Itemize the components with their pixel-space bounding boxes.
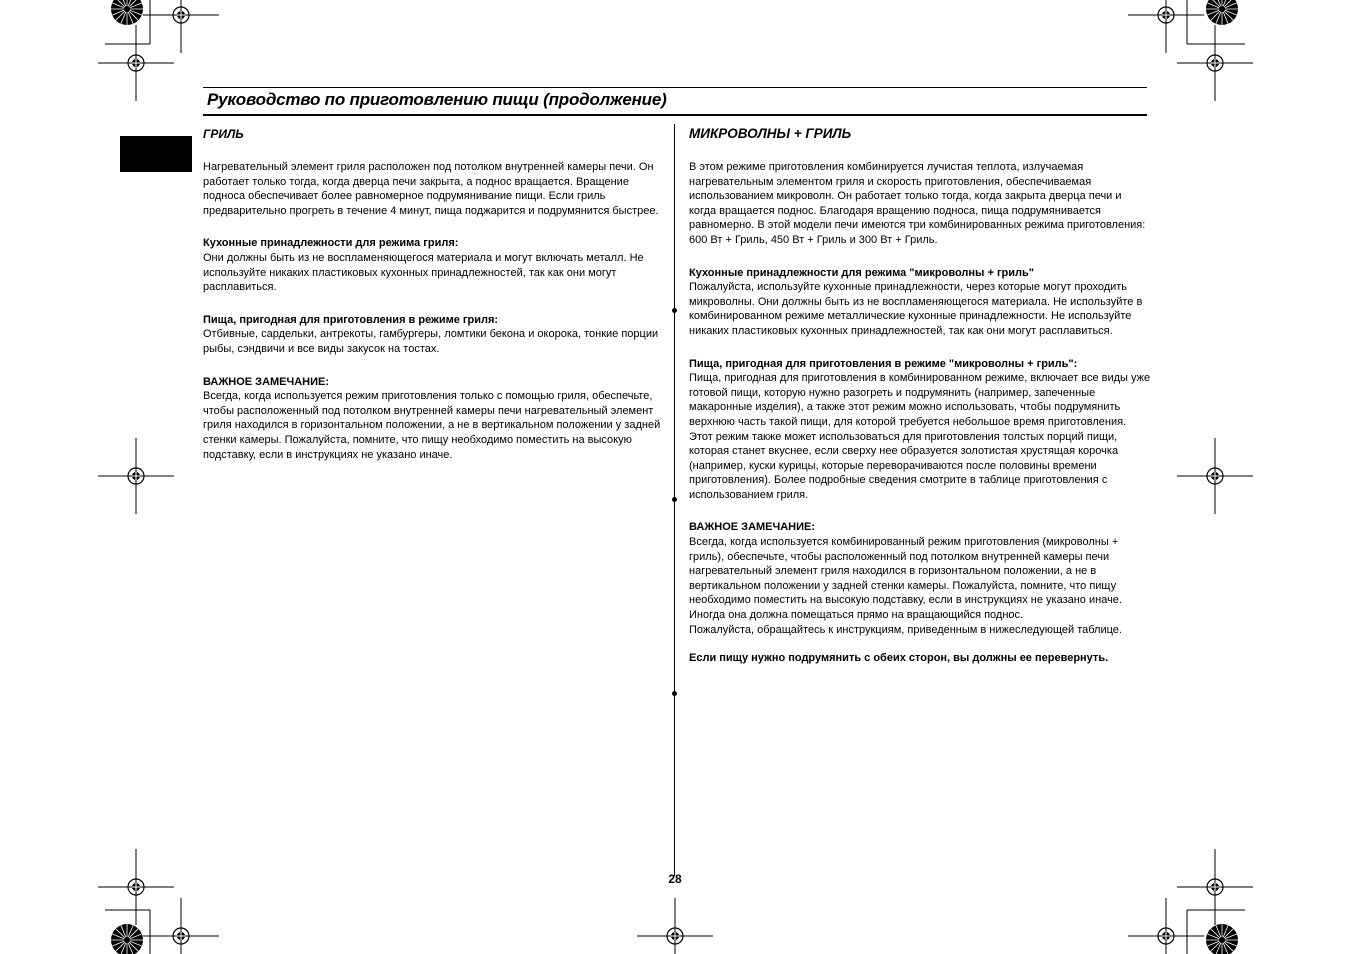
page-number: 28 — [668, 872, 682, 886]
header-rule-bottom — [203, 114, 1147, 116]
combo-accessories-text: Пожалуйста, используйте кухонные принадлежности, через которые могут проходить микроволны. Они должны быть из не воспламеняющегося материала. Не используйте в комбинированном режиме металлические кухонные принадлежности. Не используйте никаких пластиковых кухонных принадлежностей, так как они могут расплавиться. — [689, 281, 1143, 337]
combo-accessories-heading: Кухонные принадлежности для режима "микроволны + гриль" — [689, 266, 1034, 279]
crosshair-bottom-center — [637, 898, 713, 954]
crosshair-upper-left — [98, 25, 174, 101]
combo-food-heading: Пища, пригодная для приготовления в режиме "микроволны + гриль": — [689, 357, 1078, 370]
crosshair-top-right — [1128, 0, 1204, 53]
grill-section — [203, 124, 665, 462]
grill-food-heading: Пища, пригодная для приготовления в режиме гриля: — [203, 313, 499, 326]
grill-note-heading: ВАЖНОЕ ЗАМЕЧАНИЕ: — [203, 375, 330, 388]
combo-food-text: Этот режим также может использоваться для приготовления толстых порций пищи, которая станет вкуснее, если сверху нее образуется золотистая хрустящая корочка (например, куски курицы, которые переворачиваются после половины времени приготовления). Более подробные сведения смотрите в таблице приготовления с использованием гриля. — [689, 430, 1119, 501]
combo-note-text: Пожалуйста, обращайтесь к инструкциям, приведенным в нижеследующей таблице. — [689, 623, 1122, 636]
crosshair-top-left — [143, 0, 219, 53]
combo-note-text: Иногда она должна помещаться прямо на вращающийся поднос. — [689, 609, 1024, 622]
combo-food-text: Пища, пригодная для приготовления в комбинированном режиме, включает все виды уже готовой пищи, которую нужно разогреть и подрумянить (например, запеченные макаронные изделия), а также этот режим можно использовать, чтобы подрумянить верхнюю часть такой пищи, для которой требуется небольшое время приготовления. — [689, 372, 1151, 428]
crosshair-lower-left — [98, 849, 174, 925]
combo-note-text: Всегда, когда используется комбинированный режим приготовления (микроволны + гриль), обеспечьте, чтобы расположенный под потолком внутренней камеры печи нагревательный элемент гриля находился в горизонтальном положении, а не в вертикальном положении у задней стенки камеры. Пожалуйста, помните, что пищу необходимо поместить на высокую подставку, если в инструкциях не указано иначе. — [689, 536, 1122, 607]
sunburst-target-bottom-right — [1206, 924, 1238, 954]
bullet-dot — [672, 308, 677, 313]
crosshair-upper-right — [1177, 25, 1253, 101]
crosshair-middle-right — [1177, 438, 1253, 514]
crosshair-middle-left — [98, 438, 174, 514]
header-rule-top — [203, 87, 1147, 88]
bullet-dot — [672, 691, 677, 696]
bullet-dot — [672, 497, 677, 502]
crosshair-lower-right — [1177, 849, 1253, 925]
combo-note-heading: ВАЖНОЕ ЗАМЕЧАНИЕ: — [689, 521, 816, 534]
combo-final-note: Если пищу нужно подрумянить с обеих сторон, вы должны ее перевернуть. — [689, 652, 1109, 665]
sunburst-target-top-left — [111, 0, 143, 25]
grill-intro: Нагревательный элемент гриля расположен под потолком внутренней камеры печи. Он работает только тогда, когда дверца печи закрыта, а поднос вращается. Вращение подноса обеспечивает более равномерное подрумянивание пищи. Если гриль предварительно прогреть в течение 4 минут, пища поджарится и подрумянится быстрее. — [203, 161, 659, 217]
crosshair-bottom-right — [1128, 898, 1204, 954]
combo-intro: В этом режиме приготовления комбинируется лучистая теплота, излучаемая нагревательным элементом гриля и скорость приготовления, обеспечиваемая использованием микроволн. Он работает только тогда, когда закрыта дверца печи и когда вращается поднос. Благодаря вращению подноса, пища подрумянивается равномерно. В этой модели печи имеются три комбинированных режима приготовления: — [689, 161, 1146, 232]
sunburst-target-bottom-left — [111, 924, 143, 954]
combo-modes: 600 Вт + Гриль, 450 Вт + Гриль и 300 Вт + Гриль. — [689, 233, 938, 246]
grill-accessories-text: Они должны быть из не воспламеняющегося материала и могут включать металл. Не используйте никаких пластиковых кухонных принадлежностей, так как они могут расплавиться. — [203, 251, 644, 294]
chapter-tab — [120, 136, 192, 172]
microwave-grill-section-title: МИКРОВОЛНЫ + ГРИЛЬ — [689, 126, 852, 141]
grill-section-title: ГРИЛЬ — [203, 127, 244, 141]
grill-note-text: Всегда, когда используется режим приготовления только с помощью гриля, обеспечьте, чтобы расположенный под потолком внутренней камеры печи нагревательный элемент гриля находился в горизонтальном положении, а не в вертикальном положении у задней стенки камеры. Пожалуйста, помните, что пищу необходимо поместить на высокую подставку, если в инструкциях не указано иначе. — [203, 390, 661, 461]
page-title: Руководство по приготовлению пищи (продолжение) — [207, 90, 667, 109]
crosshair-bottom-left — [143, 898, 219, 954]
sunburst-target-top-right — [1206, 0, 1238, 25]
microwave-grill-section — [689, 124, 1151, 666]
grill-accessories-heading: Кухонные принадлежности для режима гриля: — [203, 237, 459, 250]
grill-food-text: Отбивные, сардельки, антрекоты, гамбургеры, ломтики бекона и окорока, тонкие порции рыбы, сэндвичи и все виды закусок на тостах. — [203, 328, 659, 355]
